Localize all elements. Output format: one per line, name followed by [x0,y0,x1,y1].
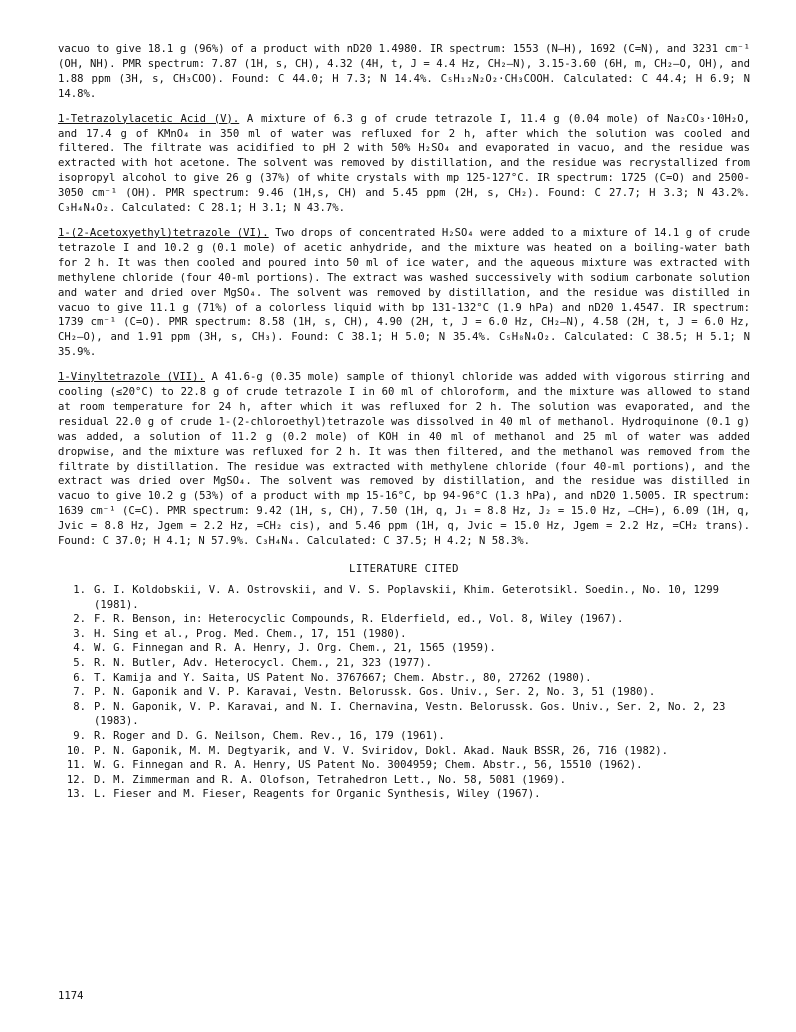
reference-number: 10. [66,744,86,757]
reference-number: 2. [73,613,86,626]
reference-number: 4. [73,642,86,655]
reference-number: 3. [73,627,86,640]
reference-number: 6. [73,671,86,684]
reference-text: H. Sing et al., Prog. Med. Chem., 17, 151 (1980). [94,627,407,640]
reference-text: F. R. Benson, in: Heterocyclic Compounds, R. Elderfield, ed., Vol. 8, Wiley (1967). [94,613,624,626]
reference-number: 7. [73,686,86,699]
page-number: 1174 [58,990,84,1002]
reference-number: 9. [73,729,86,742]
reference-item [58,583,750,612]
paragraph-continuation [58,42,750,102]
reference-text: P. N. Gaponik and V. P. Karavai, Vestn. Belorussk. Gos. Univ., Ser. 2, No. 3, 51 (1980). [94,686,656,699]
paragraph-tetrazolylacetic-acid [58,112,750,216]
paragraph-acetoxyethyl-tetrazole [58,226,750,360]
page-body [58,42,750,802]
reference-item [58,700,750,729]
reference-text: R. Roger and D. G. Neilson, Chem. Rev., 16, 179 (1961). [94,729,445,742]
reference-item [58,627,750,642]
reference-item [58,729,750,744]
paragraph-heading: 1-(2-Acetoxyethyl)tetrazole (VI). [58,226,269,239]
reference-text: R. N. Butler, Adv. Heterocycl. Chem., 21, 323 (1977). [94,656,433,669]
reference-text: T. Kamija and Y. Saita, US Patent No. 3767667; Chem. Abstr., 80, 27262 (1980). [94,671,592,684]
reference-text: L. Fieser and M. Fieser, Reagents for Organic Synthesis, Wiley (1967). [94,788,541,801]
paragraph-text: A 41.6-g (0.35 mole) sample of thionyl chloride was added with vigorous stirring and cooling (≤20°C) to 22.8 g of crude tetrazole I in 60 ml of chloroform, and the mixture was allowed to stand at room temperature for 24 h, after which it was refluxed for 2 h. The solution was evaporated, and the residual 22.0 g of crude 1-(2-chloroethyl)tetrazole was dissolved in 40 ml of methanol. Hydroquinone (0.1 g) was added, a solution of 11.2 g (0.2 mole) of KOH in 40 ml of methanol and 25 ml of water was added dropwise, and the mixture was refluxed for 2 h. It was then filtered, and the methanol was removed from the filtrate by distillation. The residue was extracted with methylene chloride (four 40-ml portions), and the extract was dried over MgSO₄. The solvent was removed by distillation, and the residue was distilled in vacuo to give 10.2 g (53%) of a product with mp 15-16°C, bp 94-96°C (1.3 hPa), and nD20 1.5005. IR spectrum: 1639 cm⁻¹ (C=C). PMR spectrum: 9.42 (1H, s, CH), 7.50 (1H, q, J₁ = 8.8 Hz, J₂ = 15.0 Hz, –CH=), 6.09 (1H, q, Jvic = 8.8 Hz, Jgem = 2.2 Hz, =CH₂ cis), and 5.46 ppm (1H, q, Jvic = 15.0 Hz, Jgem = 2.2 Hz, =CH₂ trans). Found: C 37.0; H 4.1; N 57.9%. C₃H₄N₄. Calculated: C 37.5; H 4.2; N 58.3%. [58,371,750,548]
paragraph-vinyltetrazole [58,370,750,549]
reference-text: P. N. Gaponik, V. P. Karavai, and N. I. Chernavina, Vestn. Belorussk. Gos. Univ., Ser. 2, No. 2, 23 (1983). [94,700,726,728]
reference-number: 11. [66,759,86,772]
paragraph-heading: 1-Tetrazolylacetic Acid (V). [58,112,240,125]
reference-item [58,758,750,773]
reference-text: G. I. Koldobskii, V. A. Ostrovskii, and V. S. Poplavskii, Khim. Geterotsikl. Soedin., No. 10, 1299 (1981). [94,584,720,611]
reference-item [58,744,750,759]
reference-text: W. G. Finnegan and R. A. Henry, US Patent No. 3004959; Chem. Abstr., 56, 15510 (1962). [94,759,643,772]
paragraph-text: A mixture of 6.3 g of crude tetrazole I, 11.4 g (0.04 mole) of Na₂CO₃·10H₂O, and 17.4 g of KMnO₄ in 350 ml of water was refluxed for 2 h, after which the solution was cooled and filtered. The filtrate was acidified to pH 2 with 50% H₂SO₄ and evaporated in vacuo, and the residue was extracted with hot acetone. The solvent was removed by distillation, and the residue was recrystallized from isopropyl alcohol to give 26 g (37%) of white crystals with mp 125-127°C. IR spectrum: 1725 (C=O) and 2500-3050 cm⁻¹ (OH). PMR spectrum: 9.46 (1H,s, CH) and 5.45 ppm (2H, s, CH₂). Found: C 27.7; H 3.3; N 43.2%. C₃H₄N₄O₂. Calculated: C 28.1; H 3.1; N 43.7%. [58,112,750,215]
reference-number: 13. [66,788,86,801]
reference-item [58,685,750,700]
reference-item [58,656,750,671]
paragraph-text: Two drops of concentrated H₂SO₄ were added to a mixture of 14.1 g of crude tetrazole I and 10.2 g (0.1 mole) of acetic anhydride, and the mixture was heated on a boiling-water bath for 2 h. It was then cooled and poured into 50 ml of ice water, and the aqueous mixture was extracted with methylene chloride (four 40-ml portions). The extract was washed successively with sodium carbonate solution and water and dried over MgSO₄. The solvent was removed by distillation, and the residue was distilled in vacuo to give 11.1 g (71%) of a colorless liquid with bp 131-132°C (1.9 hPa) and nD20 1.4547. IR spectrum: 1739 cm⁻¹ (C=O). PMR spectrum: 8.58 (1H, s, CH), 4.90 (2H, t, J = 6.0 Hz, CH₂–N), 4.58 (2H, t, J = 6.0 Hz, CH₂–O), and 1.91 ppm (3H, s, CH₃). Found: C 38.1; H 5.0; N 35.4%. C₅H₈N₄O₂. Calculated: C 38.5; H 5.1; N 35.9%. [58,226,750,359]
reference-number: 12. [66,773,86,786]
reference-text: D. M. Zimmerman and R. A. Olofson, Tetrahedron Lett., No. 58, 5081 (1969). [94,773,566,786]
literature-cited-title: LITERATURE CITED [348,563,460,575]
reference-item [58,773,750,788]
reference-item [58,671,750,686]
reference-text: W. G. Finnegan and R. A. Henry, J. Org. Chem., 21, 1565 (1959). [94,642,496,655]
reference-number: 1. [73,584,86,596]
paragraph-text: vacuo to give 18.1 g (96%) of a product with nD20 1.4980. IR spectrum: 1553 (N–H), 1692 (C=N), and 3231 cm⁻¹ (OH, NH). PMR spectrum: 7.87 (1H, s, CH), 4.32 (4H, t, J = 4.4 Hz, CH₂–N), 3.15-3.60 (6H, m, CH₂–O, OH), and 1.88 ppm (3H, s, CH₃COO). Found: C 44.0; H 7.3; N 14.4%. C₅H₁₂N₂O₂·CH₃COOH. Calculated: C 44.4; H 6.9; N 14.8%. [58,43,750,100]
reference-item [58,787,750,802]
reference-number: 5. [73,656,86,669]
reference-item [58,641,750,656]
reference-list [58,583,750,802]
reference-number: 8. [73,700,86,713]
paragraph-heading: 1-Vinyltetrazole (VII). [58,371,205,384]
reference-item [58,612,750,627]
reference-text: P. N. Gaponik, M. M. Degtyarik, and V. V. Sviridov, Dokl. Akad. Nauk BSSR, 26, 716 (1982). [94,744,669,757]
